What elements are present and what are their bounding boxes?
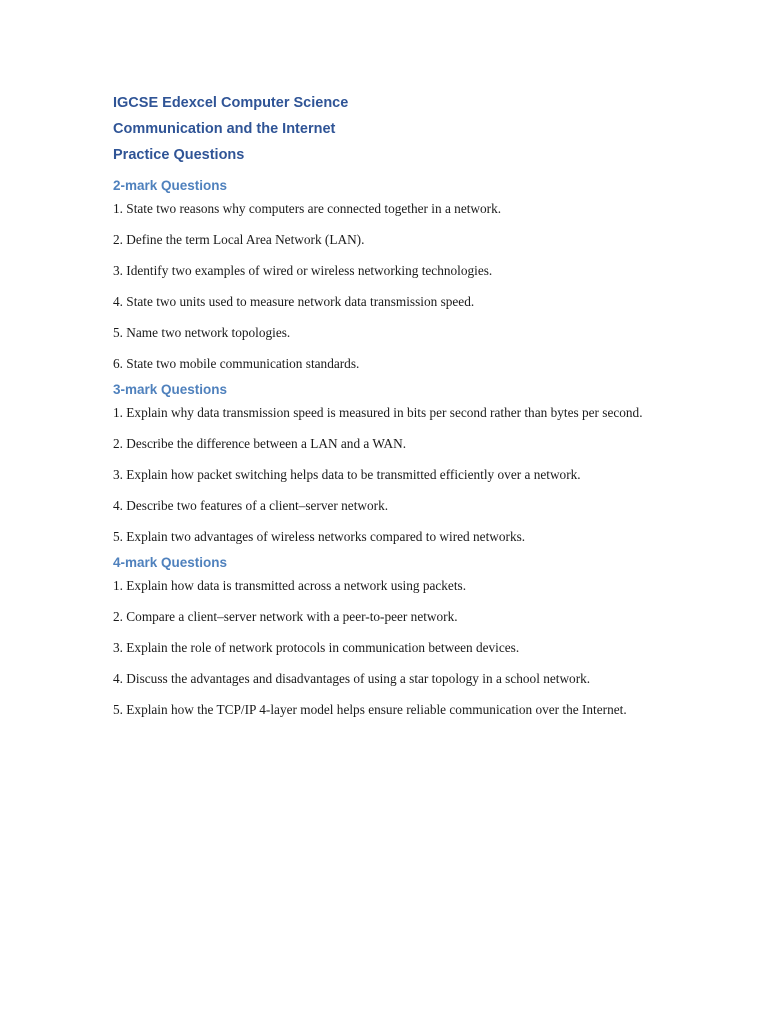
section-heading-2-mark: 2-mark Questions [113, 178, 228, 193]
question-item: 4. Discuss the advantages and disadvantages of using a star topology in a school network. [113, 671, 591, 686]
course-title: IGCSE Edexcel Computer Science [113, 95, 349, 111]
question-list-3-mark [113, 404, 658, 546]
question-item: 2. Describe the difference between a LAN and a WAN. [113, 436, 407, 451]
question-item: 3. Identify two examples of wired or wireless networking technologies. [113, 263, 493, 278]
question-item: 1. State two reasons why computers are connected together in a network. [113, 201, 502, 216]
section-3-mark [113, 382, 658, 546]
question-list-2-mark [113, 200, 658, 373]
question-item: 3. Explain how packet switching helps data to be transmitted efficiently over a network. [113, 467, 581, 482]
question-item: 3. Explain the role of network protocols in communication between devices. [113, 640, 520, 655]
question-item: 6. State two mobile communication standards. [113, 356, 360, 371]
question-item: 2. Compare a client–server network with a peer-to-peer network. [113, 609, 458, 624]
section-4-mark [113, 555, 658, 719]
question-item: 5. Name two network topologies. [113, 325, 291, 340]
section-heading-4-mark: 4-mark Questions [113, 555, 228, 570]
section-heading-3-mark: 3-mark Questions [113, 382, 228, 397]
question-item: 1. Explain how data is transmitted across a network using packets. [113, 578, 467, 593]
worksheet-title: Practice Questions [113, 147, 245, 163]
document-content [113, 90, 658, 728]
topic-title: Communication and the Internet [113, 121, 336, 137]
question-item: 4. State two units used to measure network data transmission speed. [113, 294, 475, 309]
document-title-block [113, 90, 658, 168]
question-item: 2. Define the term Local Area Network (LAN). [113, 232, 365, 247]
question-item: 1. Explain why data transmission speed is measured in bits per second rather than bytes per second. [113, 405, 643, 420]
section-2-mark [113, 178, 658, 373]
question-item: 4. Describe two features of a client–server network. [113, 498, 389, 513]
question-item: 5. Explain how the TCP/IP 4-layer model helps ensure reliable communication over the Internet. [113, 702, 627, 717]
question-list-4-mark [113, 577, 658, 719]
question-item: 5. Explain two advantages of wireless networks compared to wired networks. [113, 529, 526, 544]
